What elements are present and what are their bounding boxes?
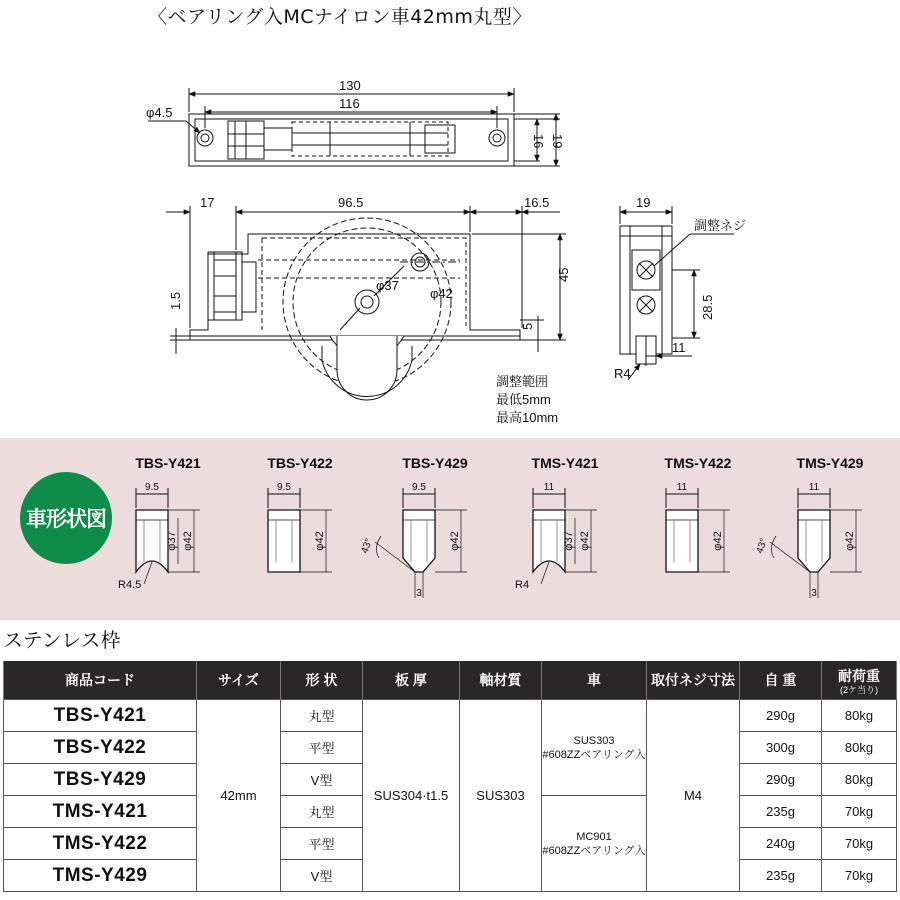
header-weight: 自 重 — [740, 661, 822, 700]
dim-phi45: φ4.5 — [146, 105, 173, 120]
cell-thickness: SUS304·t1.5 — [363, 700, 460, 892]
cell-load: 70kg — [822, 796, 897, 828]
profile-diameter-outer: φ42 — [182, 531, 194, 551]
profile-diameter-inner: φ37 — [166, 531, 178, 551]
profile-radius: R4.5 — [118, 579, 142, 591]
cell-load: 80kg — [822, 700, 897, 732]
profile-diameter-inner: φ37 — [563, 531, 575, 551]
cell-code: TBS-Y429 — [4, 764, 197, 796]
dim-45: 45 — [556, 267, 571, 282]
profile-width: 11 — [808, 482, 820, 493]
wheel-tms-line2: #608ZZベアリング入 — [542, 844, 646, 857]
dim-165: 16.5 — [524, 195, 550, 210]
cell-code: TBS-Y421 — [4, 700, 197, 732]
dim-285: 28.5 — [700, 294, 715, 320]
header-size: サイズ — [197, 661, 281, 700]
profile-width: 11 — [676, 482, 688, 493]
adjust-note-1: 調整範囲 — [496, 374, 549, 389]
dim-15: 1.5 — [168, 291, 183, 310]
cell-shape: 平型 — [281, 828, 363, 860]
profile-width: 9.5 — [412, 482, 426, 493]
adjust-note-2: 最低5mm — [496, 392, 551, 407]
profile-tip-width: 3 — [416, 588, 422, 599]
side-view — [166, 206, 566, 400]
cell-shape: 丸型 — [281, 700, 363, 732]
profile-diameter-outer: φ42 — [712, 531, 724, 551]
dim-17: 17 — [200, 195, 215, 210]
wheel-profile-tms-y421 — [515, 455, 599, 591]
profile-code: TBS-Y421 — [135, 455, 201, 471]
header-wheel: 車 — [542, 661, 647, 700]
dim-965: 96.5 — [338, 195, 364, 210]
dim-11-end: 11 — [672, 340, 686, 355]
profile-diameter-outer: φ42 — [579, 531, 591, 551]
wheel-profile-tbs-y422 — [267, 455, 333, 572]
cell-wheel-tbs — [542, 700, 647, 796]
table-header-row — [4, 661, 897, 700]
cell-weight: 235g — [740, 860, 822, 892]
header-shape: 形 状 — [281, 661, 363, 700]
header-load-sub: (2ケ当り) — [840, 684, 878, 695]
profile-angle: 43° — [754, 537, 770, 556]
dim-19-top: 19 — [550, 134, 565, 149]
dim-19-end: 19 — [636, 195, 651, 210]
cell-size: 42mm — [197, 700, 281, 892]
page-title: 〈ベアリング入MCナイロン車42mm丸型〉 — [148, 6, 532, 28]
profile-code: TBS-Y422 — [267, 455, 333, 471]
cell-weight: 235g — [740, 796, 822, 828]
profile-diameter-outer: φ42 — [844, 531, 856, 551]
adjust-note-3: 最高10mm — [496, 410, 559, 425]
cell-code: TMS-Y429 — [4, 860, 197, 892]
dim-130: 130 — [339, 78, 361, 93]
cell-axle: SUS303 — [460, 700, 542, 892]
cell-load: 80kg — [822, 732, 897, 764]
wheel-tms-line1: MC901 — [576, 830, 612, 843]
cell-load: 70kg — [822, 828, 897, 860]
cell-load: 70kg — [822, 860, 897, 892]
header-thickness: 板 厚 — [363, 661, 460, 700]
wheel-profiles — [0, 438, 900, 620]
profile-width: 9.5 — [145, 482, 159, 493]
wheel-profile-tms-y422 — [665, 455, 732, 572]
header-load-label: 耐荷重 — [838, 667, 880, 684]
profile-code: TMS-Y429 — [796, 455, 864, 471]
cell-code: TBS-Y422 — [4, 732, 197, 764]
wheel-tbs-line2: #608ZZベアリング入 — [542, 748, 646, 761]
dim-r4-end: R4 — [614, 366, 631, 381]
cell-screw: M4 — [647, 700, 740, 892]
dim-16: 16 — [531, 134, 546, 149]
profile-width: 11 — [543, 482, 555, 493]
dim-5: 5 — [520, 322, 535, 330]
profile-angle: 43° — [359, 537, 375, 556]
profile-width: 9.5 — [277, 482, 291, 493]
wheel-profile-tbs-y429 — [359, 455, 467, 599]
cell-code: TMS-Y422 — [4, 828, 197, 860]
cell-shape: 平型 — [281, 732, 363, 764]
cell-shape: V型 — [281, 764, 363, 796]
profile-tip-width: 3 — [811, 588, 817, 599]
profile-diameter-outer: φ42 — [314, 531, 326, 551]
wheel-profile-tbs-y421 — [118, 455, 201, 591]
cell-shape: 丸型 — [281, 796, 363, 828]
cell-weight: 290g — [740, 700, 822, 732]
dim-phi37: φ37 — [376, 278, 399, 293]
dim-phi42: φ42 — [430, 286, 453, 301]
header-load — [822, 661, 897, 700]
technical-drawings — [0, 30, 900, 438]
cell-shape: V型 — [281, 860, 363, 892]
wheel-shape-badge: 車形状図 — [20, 472, 112, 564]
profile-radius: R4 — [515, 579, 530, 591]
profile-code: TMS-Y422 — [664, 455, 732, 471]
header-screw: 取付ネジ寸法 — [647, 661, 740, 700]
header-code: 商品コード — [4, 661, 197, 700]
label-adjust-screw: 調整ネジ — [694, 218, 747, 233]
profile-code: TMS-Y421 — [531, 455, 599, 471]
header-axle: 軸材質 — [460, 661, 542, 700]
section-title: ステンレス枠 — [3, 628, 121, 652]
table-row — [4, 700, 897, 732]
wheel-tbs-line1: SUS303 — [573, 734, 615, 747]
dim-116: 116 — [339, 96, 360, 111]
cell-wheel-tms — [542, 796, 647, 892]
wheel-profile-tms-y429 — [754, 455, 863, 599]
profile-code: TBS-Y429 — [402, 455, 468, 471]
spec-table — [3, 661, 897, 892]
cell-weight: 290g — [740, 764, 822, 796]
cell-load: 80kg — [822, 764, 897, 796]
profile-diameter-outer: φ42 — [449, 531, 461, 551]
cell-code: TMS-Y421 — [4, 796, 197, 828]
cell-weight: 240g — [740, 828, 822, 860]
cell-weight: 300g — [740, 732, 822, 764]
